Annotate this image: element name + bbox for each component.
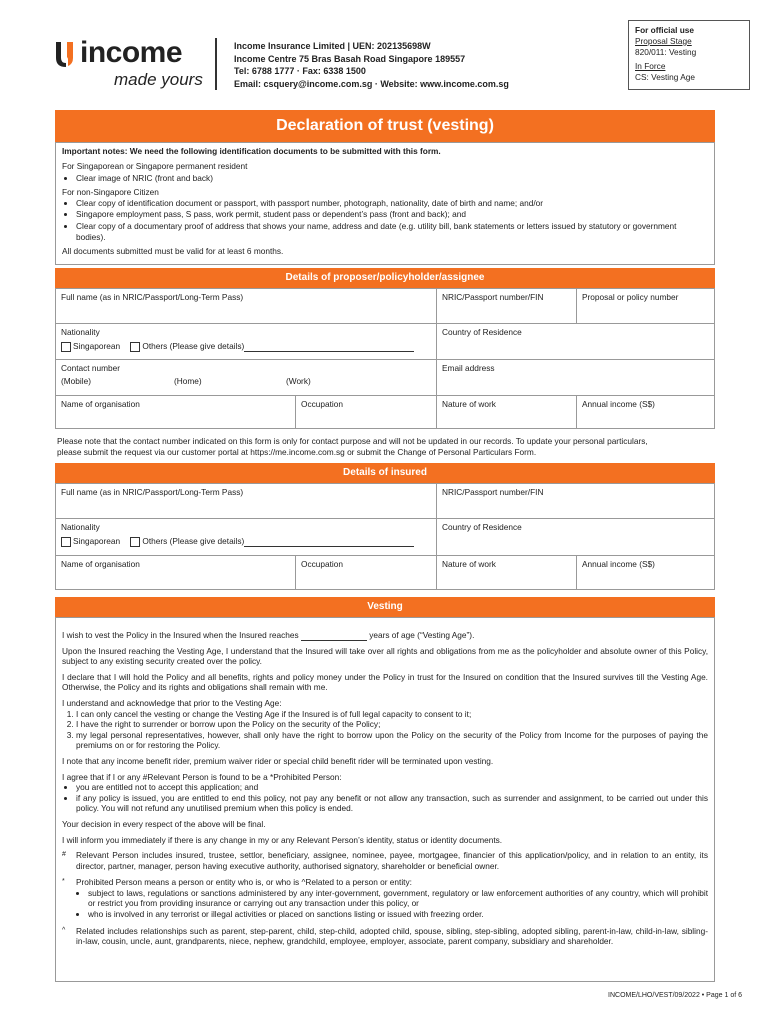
- footnote-text: Relevant Person includes insured, trustee, settlor, beneficiary, assignee, nominee, payee, mortgagee, financier of this application/policy, and in relation to an entity, its director, partner, manager, person having executive authority, authorised signatory, shareholder or beneficial owner.: [76, 850, 708, 871]
- checkbox-label: Singaporean: [73, 341, 121, 351]
- vesting-paragraph: Your decision in every respect of the above will be final.: [62, 818, 266, 829]
- insured-country-field[interactable]: [437, 519, 714, 556]
- insured-nationality-field: [56, 519, 437, 556]
- notes-nonsg-heading: For non-Singapore Citizen: [62, 186, 159, 197]
- field-label: Name of organisation: [61, 559, 140, 569]
- insured-nature-of-work-field[interactable]: [437, 556, 577, 589]
- proposer-email-field[interactable]: [437, 360, 714, 396]
- company-info: [234, 40, 509, 90]
- insured-full-name-field[interactable]: [56, 484, 437, 519]
- company-line-2: Income Centre 75 Bras Basah Road Singapore 189557: [234, 53, 466, 64]
- vesting-numbered-list: [62, 709, 708, 751]
- notes-validity: All documents submitted must be valid for at least 6 months.: [62, 246, 284, 257]
- vesting-paragraph: I will inform you immediately if there is any change in my or any Relevant Person’s identity, status or identity documents.: [62, 834, 503, 845]
- field-label: Occupation: [301, 559, 343, 569]
- insured-section-heading: Details of insured: [55, 463, 715, 483]
- footnote-bullet-list: [76, 888, 708, 920]
- proposer-grid: [55, 288, 715, 429]
- company-line-4: Email: csquery@income.com.sg · Website: www.income.com.sg: [234, 78, 509, 89]
- field-label: Contact number: [61, 363, 121, 373]
- others-checkbox[interactable]: [130, 537, 140, 547]
- contact-note-line-1: Please note that the contact number indicated on this form is only for contact purpose and will not be updated in our records. To update your personal particulars,: [57, 436, 648, 446]
- proposer-annual-income-field[interactable]: [577, 396, 714, 428]
- mobile-label: (Mobile): [61, 376, 91, 386]
- field-label: Full name (as in NRIC/Passport/Long-Term Pass): [61, 487, 244, 497]
- vesting-paragraph: I agree that if I or any #Relevant Person is found to be a *Prohibited Person:: [62, 771, 342, 782]
- list-item: • Clear copy of a documentary proof of address that shows your name, address and date (e.g. utility bill, bank statements or letters issued by statutory or government bodies).: [76, 221, 708, 244]
- official-force-label: In Force: [635, 61, 666, 71]
- vesting-bullet-list: [62, 782, 708, 814]
- footnote-relevant-person: [62, 850, 708, 871]
- field-label: NRIC/Passport number/FIN: [442, 292, 544, 302]
- list-item: • Singapore employment pass, S pass, work permit, student pass or dependent’s pass (front and back); and: [76, 209, 708, 220]
- proposer-organisation-field[interactable]: [56, 396, 296, 428]
- field-label: Nature of work: [442, 399, 496, 409]
- field-label: NRIC/Passport number/FIN: [442, 487, 544, 497]
- proposer-nric-field[interactable]: [437, 289, 577, 324]
- page-title: Declaration of trust (vesting): [55, 110, 715, 142]
- field-label: Name of organisation: [61, 399, 140, 409]
- singaporean-checkbox[interactable]: [61, 342, 71, 352]
- footnote-prohibited-person: [62, 877, 708, 919]
- list-item: • you are entitled not to accept this application; and: [76, 782, 708, 793]
- list-item: 3. my legal personal representatives, however, shall only have the right to borrow upon the Policy on the security of the Policy from Income for the purposes of paying the premiums on or for restoring the Policy.: [76, 730, 708, 751]
- home-label: (Home): [174, 376, 202, 386]
- proposer-country-field[interactable]: [437, 324, 714, 360]
- field-label: Country of Residence: [442, 522, 522, 532]
- insured-grid: [55, 483, 715, 590]
- field-label: Nationality: [61, 522, 100, 532]
- field-label: Occupation: [301, 399, 343, 409]
- proposer-nature-of-work-field[interactable]: [437, 396, 577, 428]
- important-notes: [55, 142, 715, 265]
- list-item: • subject to laws, regulations or sanctions administered by any inter-government, government, regulatory or law enforcement authorities of any country, which will prohibit or restrict you from providing insurance or carrying out any transaction under this policy, or: [88, 888, 708, 909]
- list-item: • if any policy is issued, you are entitled to end this policy, not pay any benefit or not allow any transaction, such as surrender and assignment, to be carried out under this policy. You will not refund any unutilised premium when this policy is ended.: [76, 793, 708, 814]
- footnote-related: [62, 926, 708, 947]
- vesting-text: I wish to vest the Policy in the Insured when the Insured reaches: [62, 630, 299, 640]
- vesting-age-input[interactable]: [301, 633, 367, 641]
- vesting-section-heading: Vesting: [55, 597, 715, 617]
- field-label: Email address: [442, 363, 495, 373]
- notes-nonsg-list: [62, 198, 708, 243]
- list-item: • Clear image of NRIC (front and back): [76, 173, 708, 184]
- insured-annual-income-field[interactable]: [577, 556, 714, 589]
- notes-heading: Important notes: We need the following identification documents to be submitted with this form.: [62, 146, 441, 156]
- work-label: (Work): [286, 376, 311, 386]
- field-label: Proposal or policy number: [582, 292, 679, 302]
- income-logo: [52, 34, 212, 94]
- official-stage-label: Proposal Stage: [635, 36, 692, 46]
- checkbox-label: Others (Please give details): [142, 536, 245, 546]
- footnote-mark: *: [62, 878, 65, 886]
- proposer-contact-field[interactable]: [56, 360, 437, 396]
- others-details-line[interactable]: [244, 538, 414, 547]
- notes-sg-list: [62, 173, 708, 184]
- insured-occupation-field[interactable]: [296, 556, 437, 589]
- list-item: 2. I have the right to surrender or borrow upon the Policy on the security of the Policy;: [76, 719, 708, 730]
- contact-note: [57, 436, 717, 458]
- proposer-policy-number-field[interactable]: [577, 289, 714, 324]
- vesting-age-statement: [62, 630, 708, 641]
- checkbox-label: Singaporean: [73, 536, 121, 546]
- checkbox-label: Others (Please give details): [142, 341, 245, 351]
- proposer-occupation-field[interactable]: [296, 396, 437, 428]
- insured-nric-field[interactable]: [437, 484, 714, 519]
- proposer-full-name-field[interactable]: [56, 289, 437, 324]
- income-logo-icon: [52, 40, 78, 68]
- footnote-mark: #: [62, 851, 66, 859]
- vesting-paragraph: I note that any income benefit rider, premium waiver rider or special child benefit rider will be terminated upon vesting.: [62, 755, 494, 766]
- footnote-mark: ^: [62, 926, 66, 934]
- singaporean-checkbox[interactable]: [61, 537, 71, 547]
- vesting-paragraph: I declare that I will hold the Policy and all benefits, rights and policy money under the Policy in trust for the Insured on condition that the Insured survives till the Vesting Age. Otherwise, the Policy and its rights and obligations shall remain with me.: [62, 671, 708, 693]
- official-stage-value: 820/011: Vesting: [635, 47, 697, 57]
- contact-note-line-2: please submit the request via our customer portal at https://me.income.com.sg or submit the Change of Personal Particulars Form.: [57, 447, 537, 457]
- official-heading: For official use: [635, 25, 695, 35]
- vesting-text: years of age (“Vesting Age”).: [369, 630, 475, 640]
- company-line-3: Tel: 6788 1777 · Fax: 6338 1500: [234, 66, 366, 76]
- list-item: • who is involved in any terrorist or illegal activities or placed on sanctions listing or issued with freezing order.: [88, 909, 708, 920]
- official-force-value: CS: Vesting Age: [635, 72, 695, 82]
- vesting-paragraph: Upon the Insured reaching the Vesting Age, I understand that the Insured will take over all rights and obligations from me as the policyholder and absolute owner of this Policy, subject to any existing security created over the policy.: [62, 645, 708, 667]
- others-details-line[interactable]: [244, 343, 414, 352]
- proposer-section-heading: Details of proposer/policyholder/assignee: [55, 268, 715, 288]
- footnote-text: Prohibited Person means a person or entity who is, or who is ^Related to a person or entity:: [76, 877, 412, 888]
- field-label: Nationality: [61, 327, 100, 337]
- page-footer: INCOME/LHO/VEST/09/2022 • Page 1 of 6: [608, 992, 742, 999]
- proposer-nationality-field: [56, 324, 437, 360]
- company-line-1: Income Insurance Limited | UEN: 202135698W: [234, 41, 431, 51]
- insured-organisation-field[interactable]: [56, 556, 296, 589]
- field-label: Annual income (S$): [582, 559, 655, 569]
- field-label: Country of Residence: [442, 327, 522, 337]
- header-divider: [215, 38, 217, 90]
- field-label: Annual income (S$): [582, 399, 655, 409]
- notes-sg-heading: For Singaporean or Singapore permanent resident: [62, 161, 248, 172]
- field-label: Full name (as in NRIC/Passport/Long-Term Pass): [61, 292, 244, 302]
- list-item: 1. I can only cancel the vesting or change the Vesting Age if the Insured is of full legal capacity to consent to it;: [76, 709, 708, 720]
- field-label: Nature of work: [442, 559, 496, 569]
- logo-tagline: made yours: [114, 70, 203, 89]
- official-use-box: [628, 20, 750, 90]
- others-checkbox[interactable]: [130, 342, 140, 352]
- vesting-declaration: [55, 617, 715, 982]
- footnote-text: Related includes relationships such as parent, step-parent, child, step-child, adopted child, spouse, sibling, step-sibling, adopted sibling, parent-in-law, child-in-law, sibling-in-law, cousin, uncle, aunt, grandparents, niece, nephew, grandchild, employee, employer, associate, parent company, subsidiary and shareholder.: [76, 925, 708, 947]
- logo-wordmark: income: [80, 36, 183, 69]
- list-item: • Clear copy of identification document or passport, with passport number, photograph, nationality, date of birth and name; and/or: [76, 198, 708, 209]
- vesting-paragraph: I understand and acknowledge that prior to the Vesting Age:: [62, 697, 282, 708]
